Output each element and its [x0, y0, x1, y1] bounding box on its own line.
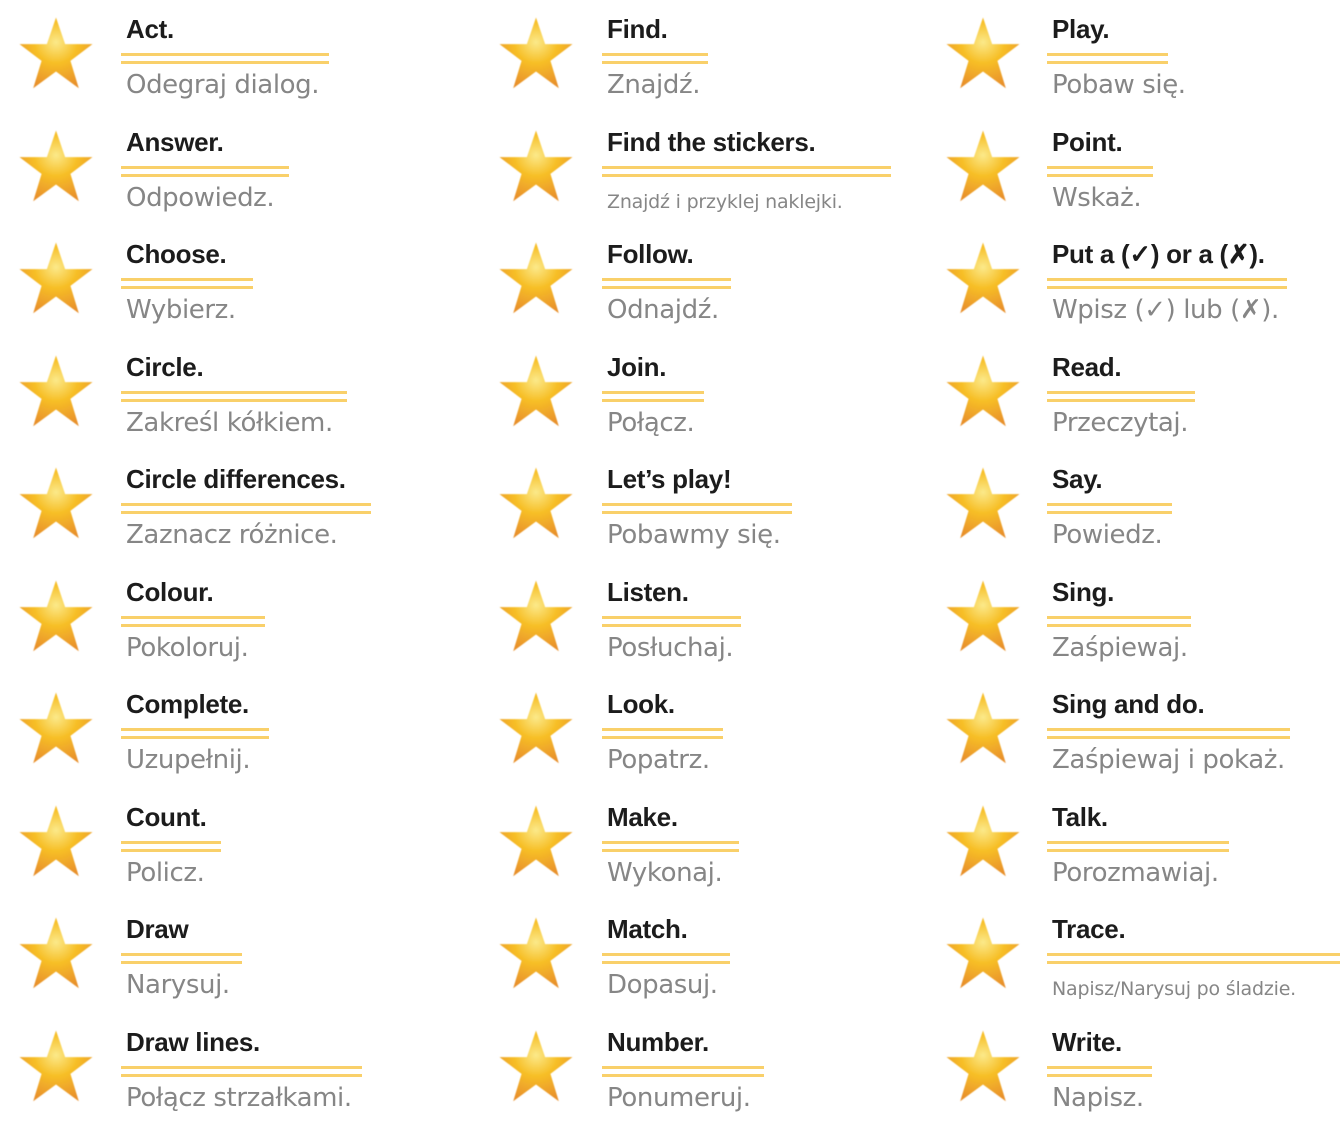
star-icon — [18, 354, 94, 430]
instruction-english: Sing. — [1052, 577, 1115, 607]
instruction-polish: Zaznacz różnice. — [126, 520, 338, 550]
instruction-english: Look. — [607, 689, 675, 719]
instruction-english: Read. — [1052, 352, 1122, 382]
star-icon-svg — [498, 354, 574, 430]
star-icon — [498, 804, 574, 880]
star-icon-svg — [498, 16, 574, 92]
double-underline — [121, 391, 347, 402]
instruction-polish: Porozmawiaj. — [1052, 858, 1219, 888]
star-icon — [498, 1029, 574, 1105]
star-icon-svg — [945, 129, 1021, 205]
star-icon-svg — [498, 129, 574, 205]
instruction-polish: Odnajdź. — [607, 295, 719, 325]
star-icon — [945, 691, 1021, 767]
star-icon — [498, 579, 574, 655]
instruction-english: Put a (✓) or a (✗). — [1052, 239, 1265, 269]
double-underline — [602, 278, 731, 289]
instruction-english: Join. — [607, 352, 667, 382]
double-underline — [1047, 166, 1153, 177]
double-underline — [1047, 841, 1229, 852]
instruction-english: Draw lines. — [126, 1027, 260, 1057]
instruction-polish: Wybierz. — [126, 295, 236, 325]
star-icon — [945, 466, 1021, 542]
double-underline — [1047, 391, 1195, 402]
double-underline — [1047, 1066, 1152, 1077]
instruction-english: Answer. — [126, 127, 224, 157]
instruction-polish: Odegraj dialog. — [126, 70, 320, 100]
star-icon-svg — [18, 691, 94, 767]
instruction-polish: Dopasuj. — [607, 970, 718, 1000]
star-icon — [945, 129, 1021, 205]
instruction-english: Choose. — [126, 239, 227, 269]
star-icon — [945, 1029, 1021, 1105]
star-icon-svg — [945, 804, 1021, 880]
star-icon-svg — [18, 916, 94, 992]
double-underline — [602, 953, 730, 964]
instruction-polish: Narysuj. — [126, 970, 230, 1000]
star-icon — [18, 691, 94, 767]
instruction-english: Count. — [126, 802, 207, 832]
star-icon — [498, 691, 574, 767]
instruction-polish: Przeczytaj. — [1052, 408, 1189, 438]
double-underline — [602, 166, 891, 177]
star-icon-svg — [945, 691, 1021, 767]
double-underline — [602, 841, 739, 852]
instruction-english: Colour. — [126, 577, 214, 607]
instruction-english: Circle differences. — [126, 464, 346, 494]
instruction-polish: Wykonaj. — [607, 858, 723, 888]
star-icon — [18, 16, 94, 92]
star-icon — [945, 804, 1021, 880]
star-icon — [498, 466, 574, 542]
double-underline — [1047, 953, 1340, 964]
star-icon-svg — [18, 1029, 94, 1105]
double-underline — [602, 503, 792, 514]
instruction-polish: Zaśpiewaj. — [1052, 633, 1188, 663]
instruction-english: Follow. — [607, 239, 694, 269]
instruction-polish: Znajdź i przyklej naklejki. — [607, 191, 843, 213]
double-underline — [602, 1066, 764, 1077]
star-icon-svg — [945, 579, 1021, 655]
star-icon-svg — [498, 1029, 574, 1105]
instruction-polish: Znajdź. — [607, 70, 701, 100]
star-icon — [18, 579, 94, 655]
instruction-polish: Wskaż. — [1052, 183, 1142, 213]
star-icon-svg — [945, 16, 1021, 92]
instruction-polish: Napisz. — [1052, 1083, 1144, 1113]
instruction-english: Trace. — [1052, 914, 1126, 944]
star-icon-svg — [945, 466, 1021, 542]
star-icon-svg — [18, 804, 94, 880]
double-underline — [121, 728, 269, 739]
instruction-english: Sing and do. — [1052, 689, 1205, 719]
instruction-polish: Pobaw się. — [1052, 70, 1186, 100]
instruction-english: Complete. — [126, 689, 249, 719]
double-underline — [121, 841, 221, 852]
instruction-polish: Wpisz (✓) lub (✗). — [1052, 295, 1279, 325]
star-icon — [945, 16, 1021, 92]
instruction-english: Circle. — [126, 352, 204, 382]
star-icon-svg — [945, 354, 1021, 430]
star-icon-svg — [498, 579, 574, 655]
star-icon-svg — [18, 466, 94, 542]
instruction-english: Listen. — [607, 577, 689, 607]
instruction-english: Make. — [607, 802, 678, 832]
instruction-polish: Pokoloruj. — [126, 633, 249, 663]
double-underline — [121, 953, 242, 964]
star-icon — [945, 241, 1021, 317]
instruction-polish: Posłuchaj. — [607, 633, 734, 663]
instruction-polish: Ponumeruj. — [607, 1083, 751, 1113]
star-icon — [18, 466, 94, 542]
double-underline — [1047, 503, 1172, 514]
star-icon-svg — [945, 241, 1021, 317]
double-underline — [602, 53, 708, 64]
instruction-polish: Popatrz. — [607, 745, 710, 775]
instruction-polish: Pobawmy się. — [607, 520, 781, 550]
star-icon-svg — [18, 16, 94, 92]
instruction-polish: Policz. — [126, 858, 205, 888]
instruction-polish: Zaśpiewaj i pokaż. — [1052, 745, 1285, 775]
instruction-polish: Połącz strzałkami. — [126, 1083, 352, 1113]
instruction-polish: Napisz/Narysuj po śladzie. — [1052, 978, 1297, 1000]
star-icon-svg — [18, 241, 94, 317]
double-underline — [121, 616, 265, 627]
star-icon-svg — [945, 1029, 1021, 1105]
star-icon-svg — [498, 241, 574, 317]
double-underline — [1047, 616, 1191, 627]
instruction-english: Match. — [607, 914, 688, 944]
star-icon — [18, 129, 94, 205]
instruction-english: Play. — [1052, 14, 1110, 44]
instruction-english: Point. — [1052, 127, 1123, 157]
star-icon — [945, 354, 1021, 430]
instruction-english: Find. — [607, 14, 668, 44]
star-icon-svg — [498, 804, 574, 880]
instruction-english: Act. — [126, 14, 174, 44]
star-icon — [498, 16, 574, 92]
star-icon — [945, 916, 1021, 992]
star-icon-svg — [945, 916, 1021, 992]
star-icon-svg — [498, 691, 574, 767]
double-underline — [121, 278, 253, 289]
double-underline — [1047, 728, 1290, 739]
double-underline — [602, 728, 723, 739]
double-underline — [121, 503, 371, 514]
instruction-english: Say. — [1052, 464, 1103, 494]
instruction-polish: Połącz. — [607, 408, 695, 438]
star-icon-svg — [18, 129, 94, 205]
double-underline — [121, 166, 289, 177]
instruction-english: Draw — [126, 914, 189, 944]
instruction-english: Let’s play! — [607, 464, 732, 494]
star-icon — [945, 579, 1021, 655]
star-icon-svg — [18, 354, 94, 430]
star-icon — [18, 1029, 94, 1105]
star-icon — [498, 241, 574, 317]
double-underline — [121, 1066, 362, 1077]
double-underline — [602, 616, 741, 627]
star-icon — [18, 241, 94, 317]
instruction-polish: Powiedz. — [1052, 520, 1163, 550]
star-icon — [18, 916, 94, 992]
double-underline — [1047, 278, 1287, 289]
instruction-polish: Zakreśl kółkiem. — [126, 408, 333, 438]
star-icon-svg — [498, 466, 574, 542]
double-underline — [1047, 53, 1168, 64]
instruction-polish: Odpowiedz. — [126, 183, 275, 213]
star-icon — [498, 354, 574, 430]
star-icon — [498, 916, 574, 992]
star-icon-svg — [498, 916, 574, 992]
double-underline — [121, 53, 329, 64]
star-icon — [498, 129, 574, 205]
double-underline — [602, 391, 704, 402]
instruction-english: Write. — [1052, 1027, 1122, 1057]
instruction-english: Number. — [607, 1027, 709, 1057]
instruction-english: Talk. — [1052, 802, 1108, 832]
instruction-english: Find the stickers. — [607, 127, 816, 157]
star-icon-svg — [18, 579, 94, 655]
instruction-polish: Uzupełnij. — [126, 745, 251, 775]
star-icon — [18, 804, 94, 880]
